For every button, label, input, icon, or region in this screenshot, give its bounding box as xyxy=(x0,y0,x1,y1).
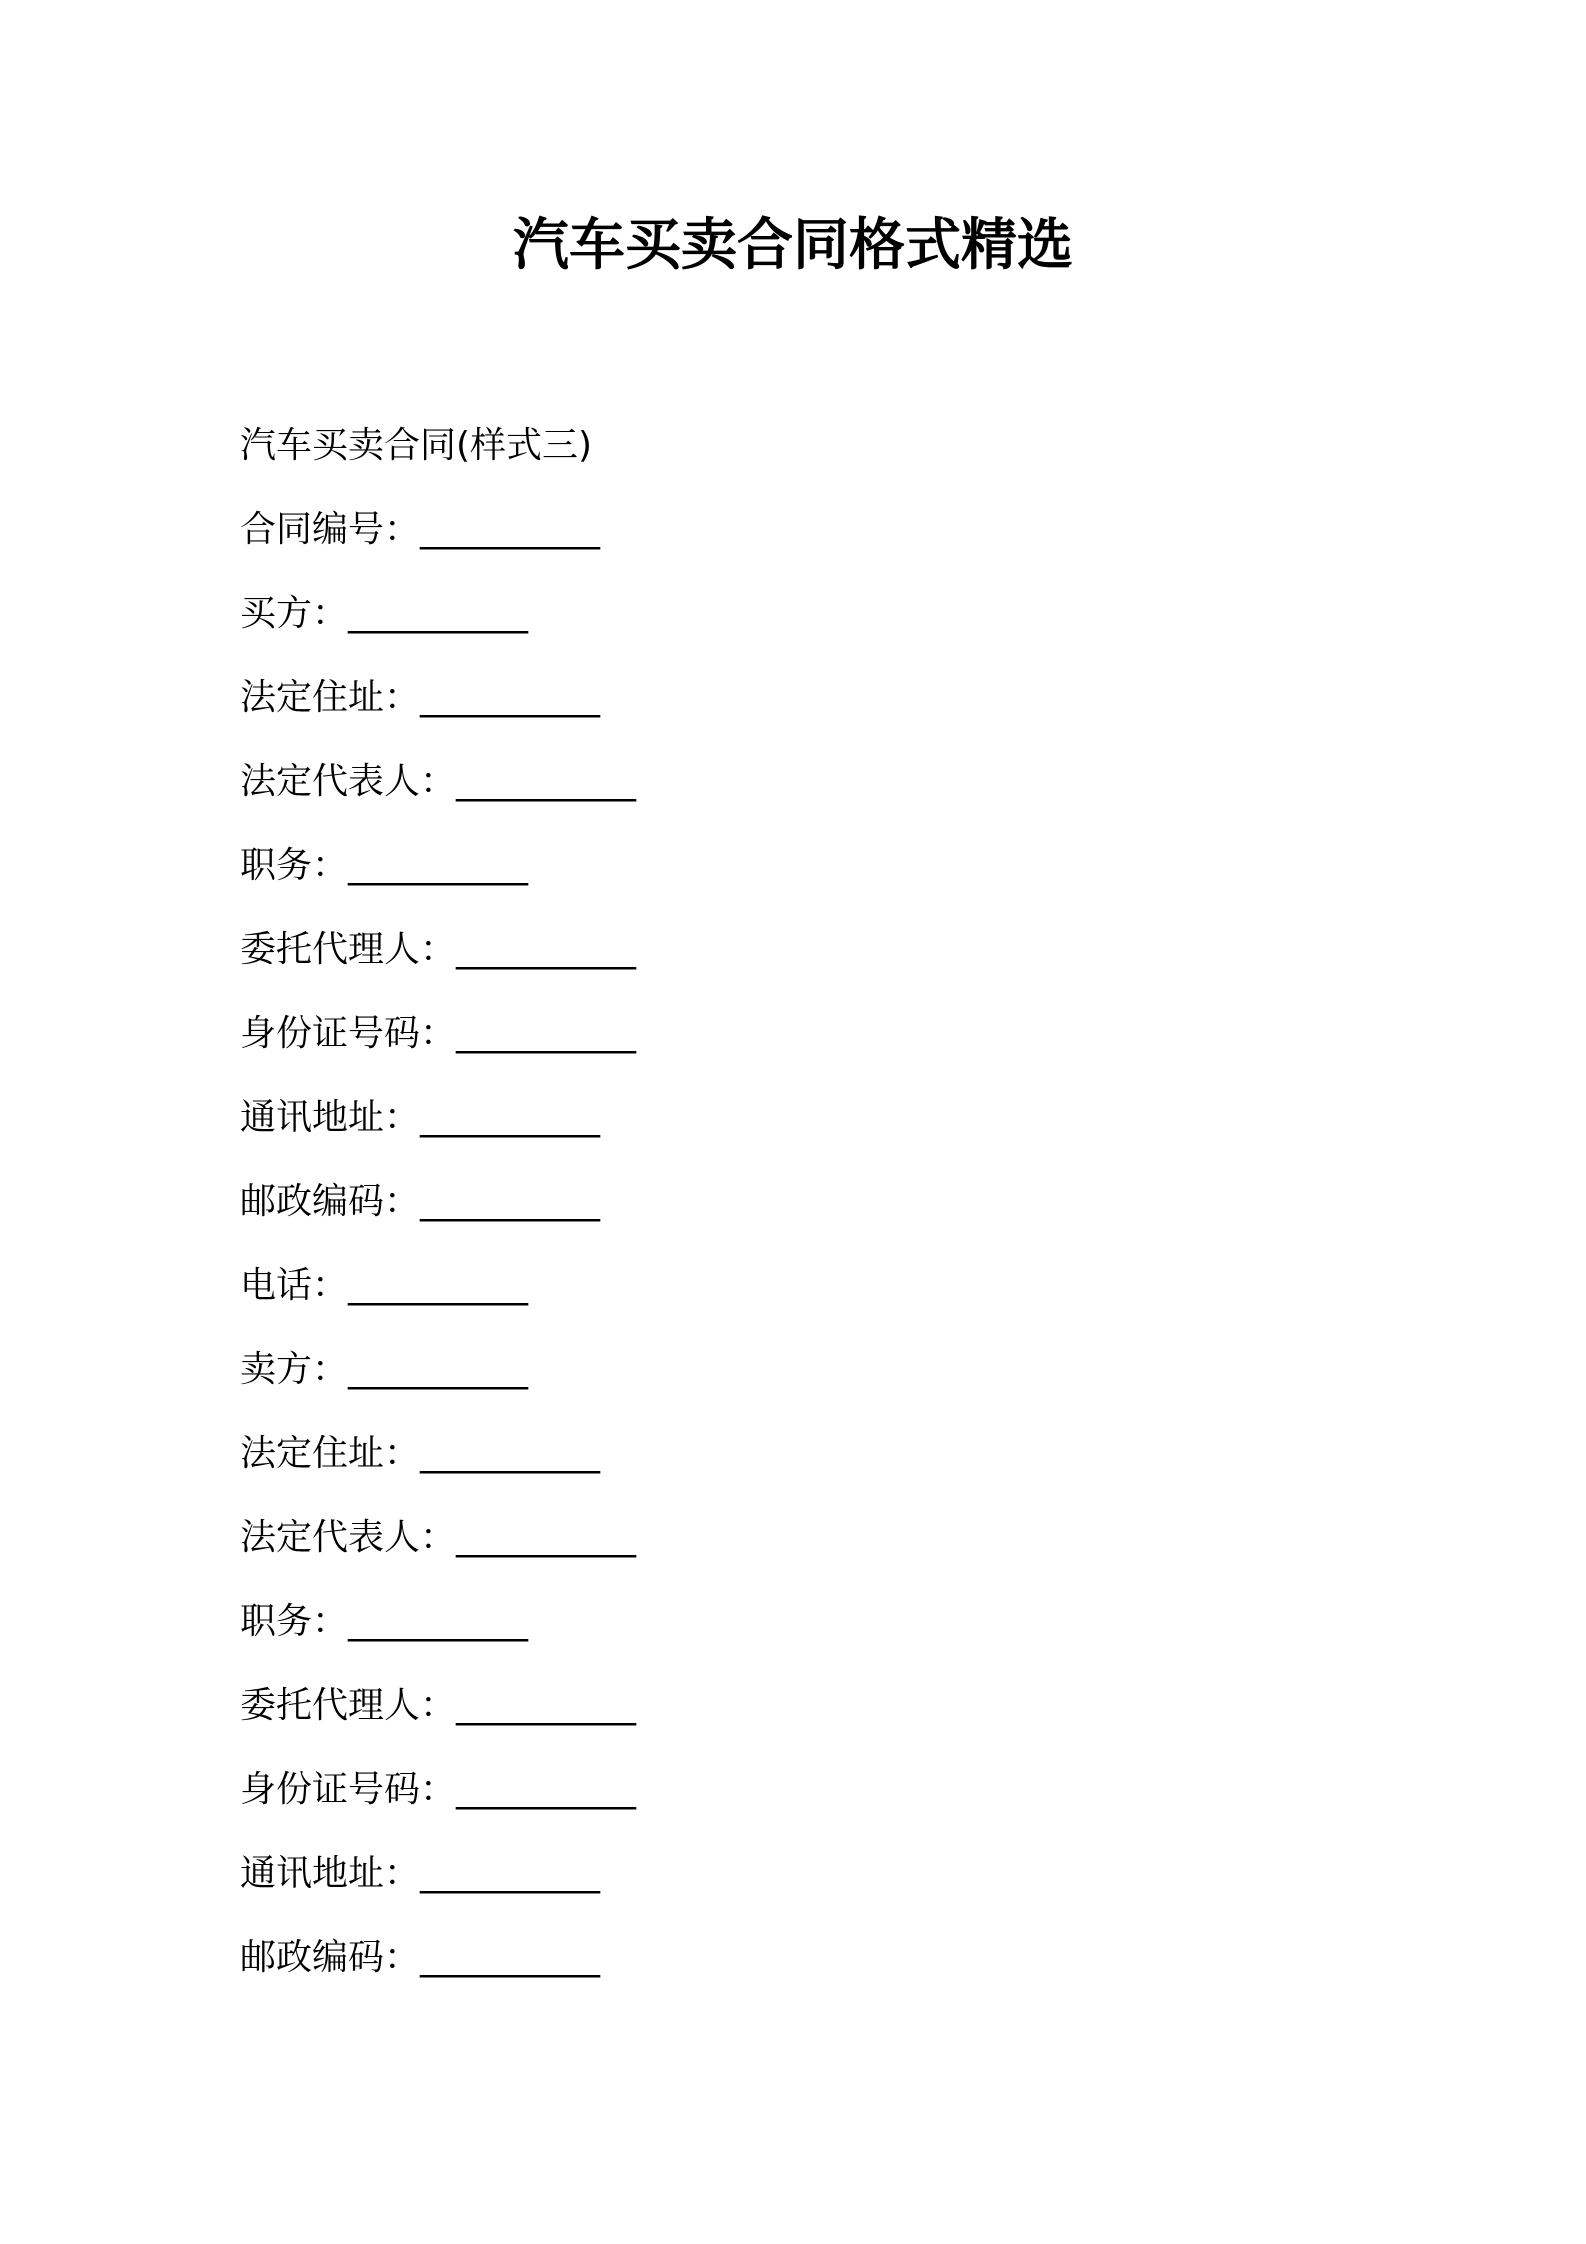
field-label: 通讯地址： xyxy=(240,1097,421,1138)
field-blank: __________ xyxy=(348,1349,529,1390)
field-blank: __________ xyxy=(420,1937,601,1978)
field-label: 身份证号码： xyxy=(240,1013,457,1054)
field-buyer-position xyxy=(240,824,1340,908)
field-blank: __________ xyxy=(420,1433,601,1474)
field-buyer-postal-code xyxy=(240,1160,1340,1244)
field-label: 邮政编码： xyxy=(240,1937,421,1978)
field-label: 职务： xyxy=(240,1601,349,1642)
field-buyer-legal-rep xyxy=(240,740,1340,824)
field-blank: __________ xyxy=(420,509,601,550)
field-seller-position xyxy=(240,1580,1340,1664)
field-blank: __________ xyxy=(456,1685,637,1726)
field-buyer-address xyxy=(240,656,1340,740)
field-seller-agent xyxy=(240,1664,1340,1748)
field-label: 职务： xyxy=(240,845,349,886)
field-label: 身份证号码： xyxy=(240,1769,457,1810)
field-seller-address xyxy=(240,1412,1340,1496)
field-blank: __________ xyxy=(348,593,529,634)
field-label: 委托代理人： xyxy=(240,1685,457,1726)
contract-subtitle: 汽车买卖合同(样式三) xyxy=(240,425,593,466)
field-blank: __________ xyxy=(420,1853,601,1894)
field-blank: __________ xyxy=(456,1769,637,1810)
field-blank: __________ xyxy=(420,677,601,718)
field-label: 法定代表人： xyxy=(240,1517,457,1558)
field-seller-postal-code xyxy=(240,1916,1340,2000)
field-label: 法定住址： xyxy=(240,1433,421,1474)
field-blank: __________ xyxy=(456,1517,637,1558)
field-label: 委托代理人： xyxy=(240,929,457,970)
field-label: 买方： xyxy=(240,593,349,634)
field-blank: __________ xyxy=(456,1013,637,1054)
field-buyer xyxy=(240,572,1340,656)
field-label: 通讯地址： xyxy=(240,1853,421,1894)
field-blank: __________ xyxy=(420,1181,601,1222)
field-blank: __________ xyxy=(348,1265,529,1306)
field-seller-id-number xyxy=(240,1748,1340,1832)
field-label: 卖方： xyxy=(240,1349,349,1390)
field-seller-mailing-address xyxy=(240,1832,1340,1916)
field-blank: __________ xyxy=(456,761,637,802)
field-label: 邮政编码： xyxy=(240,1181,421,1222)
field-label: 合同编号： xyxy=(240,509,421,550)
field-buyer-phone xyxy=(240,1244,1340,1328)
field-buyer-mailing-address xyxy=(240,1076,1340,1160)
field-blank: __________ xyxy=(456,929,637,970)
field-label: 电话： xyxy=(240,1265,349,1306)
field-blank: __________ xyxy=(420,1097,601,1138)
field-buyer-agent xyxy=(240,908,1340,992)
field-blank: __________ xyxy=(348,1601,529,1642)
field-seller-legal-rep xyxy=(240,1496,1340,1580)
field-contract-number xyxy=(240,488,1340,572)
document-body xyxy=(240,404,1340,2000)
field-label: 法定住址： xyxy=(240,677,421,718)
field-buyer-id-number xyxy=(240,992,1340,1076)
field-blank: __________ xyxy=(348,845,529,886)
field-seller xyxy=(240,1328,1340,1412)
field-label: 法定代表人： xyxy=(240,761,457,802)
document-title: 汽车买卖合同格式精选 xyxy=(513,213,1073,278)
